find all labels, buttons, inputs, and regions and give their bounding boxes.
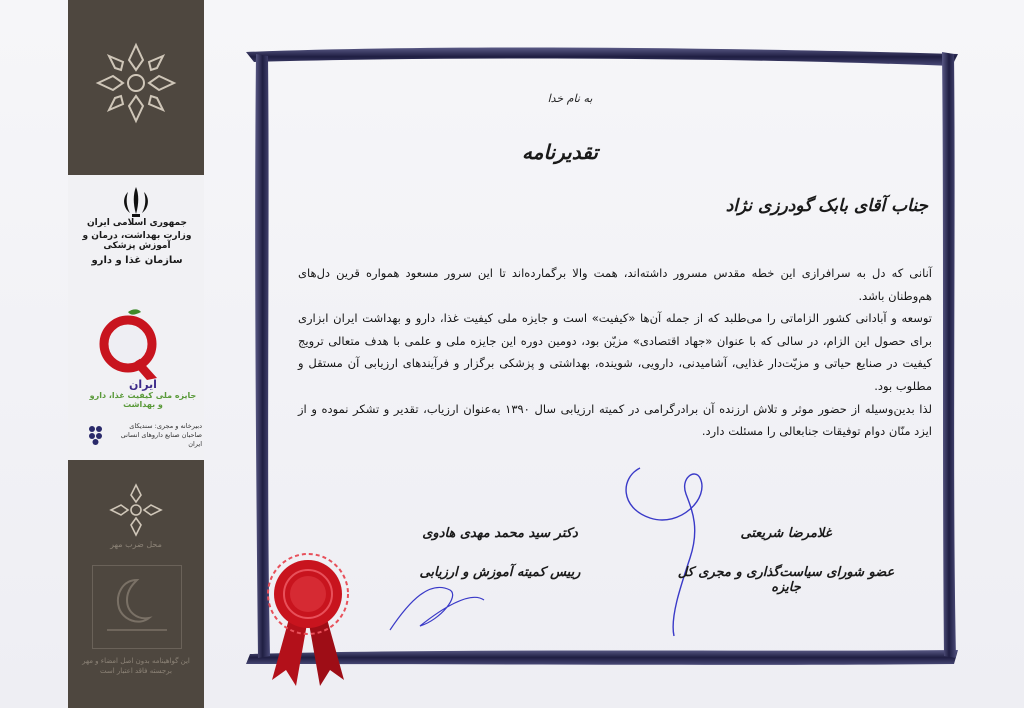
top-ornament-panel <box>68 0 204 175</box>
secretariat-text: دبیرخانه و مجری: سندیکای صاحبان صنایع داروهای انسانی ایران <box>120 422 202 448</box>
signature-left <box>390 526 610 580</box>
certificate-body <box>298 262 932 443</box>
award-text-block <box>88 378 198 409</box>
body-paragraph-2: توسعه و آبادانی کشور الزاماتی را می‌طلبد که از جمله آن‌ها «کیفیت» است و جایزه ملی کیفیت غذا، دارو و بهداشت ایران ابزاری برای حصول این الزام، در سالی که با عنوان «جهاد اقتصادی» مزیّن بود، دومین دوره این جایزه ملی و علمی با هدف متعالی ترویج کیفیت در صنایع حیاتی و مزیّت‌دار غذایی، آشامیدنی، دارویی، شوینده، بهداشتی و پزشکی برگزار و فرآیندهای ارزیابی آن مستقل و مطلوب بود. <box>298 311 932 393</box>
seal-area <box>92 565 182 649</box>
seal-caption: محل ضرب مهر <box>110 540 162 549</box>
ministry-line1: جمهوری اسلامی ایران <box>86 218 188 228</box>
ribbon-seal-icon <box>252 548 364 688</box>
validity-note: این گواهینامه بدون اصل امضاء و مهر برجسته فاقد اعتبار است <box>82 657 190 675</box>
signature-right <box>676 526 896 595</box>
signer-left-title: رییس کمیته آموزش و ارزیابی <box>419 565 581 580</box>
recipient-name: جناب آقای بابک گودرزی نژاد <box>725 196 928 216</box>
body-paragraph-3: لذا بدین‌وسیله از حضور موثر و تلاش ارزنده آن برادرگرامی در کمیته ارزیابی سال ۱۳۹۰ به‌عنوان ارزیاب، تقدیر و تشکر نموده و از ایزد منّان دوام توفیقات جنابعالی را مسئلت دارد. <box>298 401 932 439</box>
body-paragraph-1: آنانی که دل به سرافرازی این خطه مقدس مسرور داشته‌اند، همت والا برگمارده‌اند تا این سرور مسعود همواره قرین دل‌های هم‌وطنان باشد. <box>298 266 932 303</box>
quality-award-logo <box>60 306 196 386</box>
ornament-icon <box>68 40 204 126</box>
ministry-line2: وزارت بهداشت، درمان و آموزش پزشکی <box>82 231 192 251</box>
iran-emblem-icon <box>68 184 204 218</box>
signer-right-title: عضو شورای سیاست‌گذاری و مجری کل جایزه <box>677 565 895 595</box>
bismillah: به نام خدا <box>547 92 593 105</box>
award-title: ایران <box>129 378 157 391</box>
syndicate-logo-icon <box>86 424 106 446</box>
ministry-block <box>76 216 198 266</box>
ministry-line3: سازمان غذا و دارو <box>91 255 183 266</box>
ornament-icon <box>68 482 204 538</box>
award-subtitle: جایزه ملی کیفیت غذا، دارو و بهداشت <box>89 391 197 409</box>
certificate-title: تقدیرنامه <box>522 140 598 164</box>
embossed-seal-icon <box>93 566 181 648</box>
signer-right-name: غلامرضا شریعتی <box>740 526 832 541</box>
signer-left-name: دکتر سید محمد مهدی هادوی <box>422 526 578 541</box>
